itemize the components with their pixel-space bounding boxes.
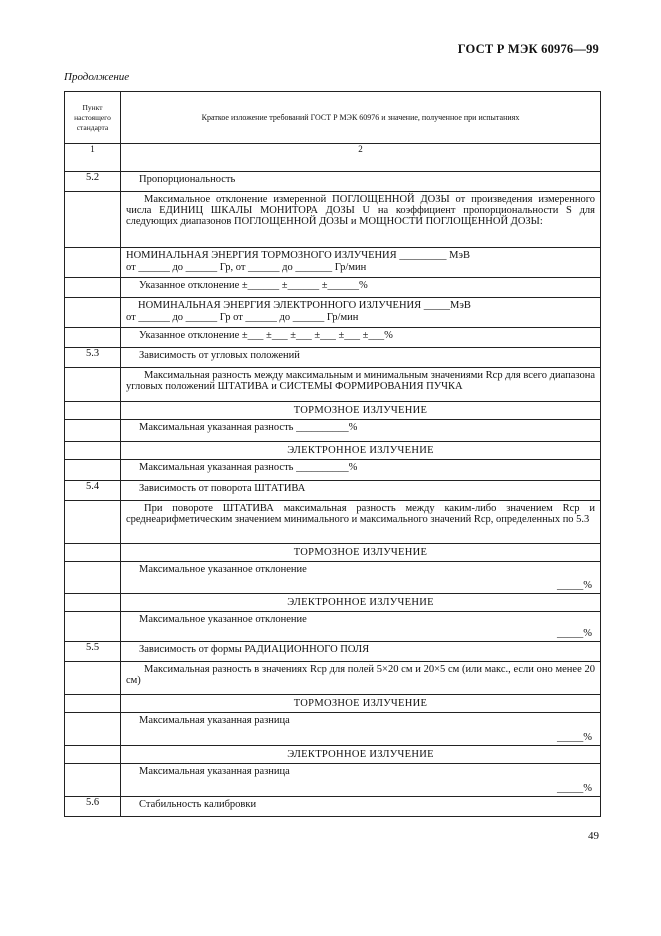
brems-energy-line: НОМИНАЛЬНАЯ ЭНЕРГИЯ ТОРМОЗНОГО ИЗЛУЧЕНИЯ _________ МэВ (126, 250, 470, 261)
table-row (65, 695, 601, 713)
table-row (65, 348, 601, 368)
col2-number: 2 (121, 144, 601, 172)
clause-title: Зависимость от угловых положений (121, 348, 601, 368)
brems-label: Максимальное указанное отклонение (139, 564, 307, 575)
table-row (65, 612, 601, 642)
table-row (65, 797, 601, 817)
brems-value: Максимальная указанная разность __________% (121, 420, 601, 442)
brems-unit: _____% (557, 732, 592, 743)
table-row (65, 642, 601, 662)
elec-range-line: от ______ до ______ Гр от ______ до ______ Гр/мин (126, 312, 359, 323)
table-row (65, 713, 601, 746)
brems-label: Максимальная указанная разница (139, 715, 290, 726)
clause-number: 5.6 (65, 797, 121, 817)
requirements-table (64, 91, 601, 817)
clause-number: 5.5 (65, 642, 121, 662)
table-row (65, 328, 601, 348)
elec-energy-line: НОМИНАЛЬНАЯ ЭНЕРГИЯ ЭЛЕКТРОННОГО ИЗЛУЧЕНИЯ _____МэВ (138, 300, 471, 311)
col1-header: Пункт настоящего стандарта (65, 92, 121, 144)
brems-range-line: от ______ до ______ Гр, от ______ до _______ Гр/мин (126, 262, 367, 273)
table-row (65, 192, 601, 248)
brems-unit: _____% (557, 580, 592, 591)
table-row (65, 501, 601, 544)
table-row (65, 368, 601, 402)
table-row (65, 544, 601, 562)
table-row (65, 442, 601, 460)
clause-title: Стабильность калибровки (121, 797, 601, 817)
brems-heading: ТОРМОЗНОЕ ИЗЛУЧЕНИЕ (121, 695, 601, 713)
elec-unit: _____% (557, 628, 592, 639)
column-number-row (65, 144, 601, 172)
table-row (65, 594, 601, 612)
document-title: ГОСТ Р МЭК 60976—99 (457, 42, 599, 56)
table-row (65, 460, 601, 481)
clause-title: Зависимость от формы РАДИАЦИОННОГО ПОЛЯ (121, 642, 601, 662)
clause-number: 5.2 (65, 172, 121, 192)
brems-deviation: Указанное отклонение ±______ ±______ ±______% (121, 278, 601, 298)
elec-heading: ЭЛЕКТРОННОЕ ИЗЛУЧЕНИЕ (121, 442, 601, 460)
brems-heading: ТОРМОЗНОЕ ИЗЛУЧЕНИЕ (121, 544, 601, 562)
clause-title: Пропорциональность (121, 172, 601, 192)
clause-number: 5.4 (65, 481, 121, 501)
elec-label: Максимальная указанная разница (139, 766, 290, 777)
table-row (65, 298, 601, 328)
table-header-row (65, 92, 601, 144)
elec-heading: ЭЛЕКТРОННОЕ ИЗЛУЧЕНИЕ (121, 594, 601, 612)
elec-deviation: Указанное отклонение ±___ ±___ ±___ ±___ ±___ ±___% (121, 328, 601, 348)
clause-text: При повороте ШТАТИВА максимальная разность между каким-либо значением Rср и среднеарифметическим значением минимального и максимального значений Rср, определенных по 5.3 (126, 503, 595, 525)
table-row (65, 420, 601, 442)
table-row (65, 248, 601, 278)
table-row (65, 172, 601, 192)
table-row (65, 278, 601, 298)
table-row (65, 481, 601, 501)
clause-text: Максимальное отклонение измеренной ПОГЛОЩЕННОЙ ДОЗЫ от произведения измеренного числа ЕДИНИЦ ШКАЛЫ МОНИТОРА ДОЗЫ U на коэффициент пропорциональности S для следующих диапазонов ПОГЛОЩЕННОЙ ДОЗЫ и МОЩНОСТИ ПОГЛОЩЕННОЙ ДОЗЫ: (126, 194, 595, 227)
clause-number: 5.3 (65, 348, 121, 368)
table-row (65, 746, 601, 764)
continuation-label: Продолжение (64, 71, 130, 83)
col1-number: 1 (65, 144, 121, 172)
elec-label: Максимальное указанное отклонение (139, 614, 307, 625)
brems-heading: ТОРМОЗНОЕ ИЗЛУЧЕНИЕ (121, 402, 601, 420)
clause-text: Максимальная разность между максимальным и минимальным значениями Rср для всего диапазона угловых положений ШТАТИВА и СИСТЕМЫ ФОРМИРОВАНИЯ ПУЧКА (126, 370, 595, 392)
table-row (65, 764, 601, 797)
clause-text: Максимальная разность в значениях Rср для полей 5×20 см и 20×5 см (или макс., если оно менее 20 см) (126, 664, 595, 686)
elec-unit: _____% (557, 783, 592, 794)
table-row (65, 662, 601, 695)
table-row (65, 562, 601, 594)
col2-header: Краткое изложение требований ГОСТ Р МЭК 60976 и значение, полученное при испытаниях (121, 92, 601, 144)
page-number: 49 (588, 830, 599, 842)
clause-title: Зависимость от поворота ШТАТИВА (121, 481, 601, 501)
elec-value: Максимальная указанная разность __________% (121, 460, 601, 481)
table-row (65, 402, 601, 420)
elec-heading: ЭЛЕКТРОННОЕ ИЗЛУЧЕНИЕ (121, 746, 601, 764)
